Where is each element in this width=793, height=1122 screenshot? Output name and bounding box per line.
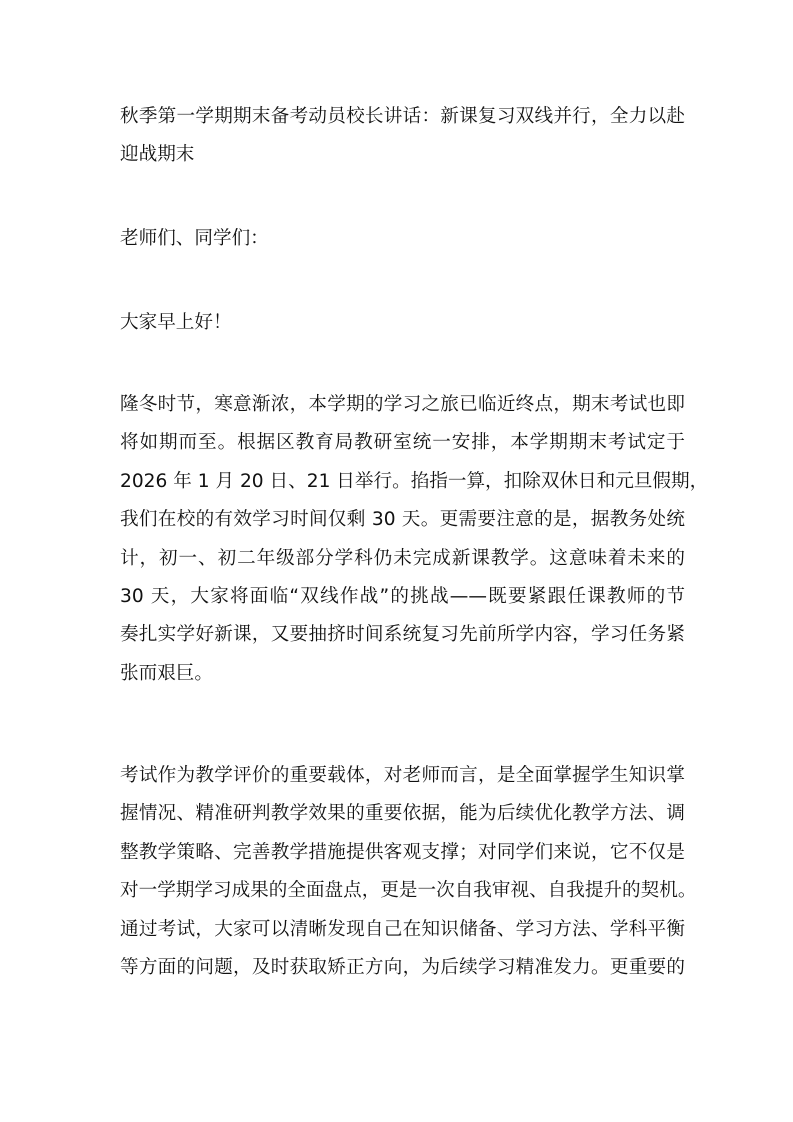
document-title — [120, 98, 685, 175]
paragraph-line: 我们在校的有效学习时间仅剩 30 天。更需要注意的是，据教务处统 — [120, 509, 685, 531]
paragraph-line: 握情况、精准研判教学效果的重要依据，能为后续优化教学方法、调 — [120, 803, 685, 825]
salutation — [120, 220, 685, 258]
paragraph-line: 对一学期学习成果的全面盘点，更是一次自我审视、自我提升的契机。 — [120, 880, 697, 902]
paragraph-1 — [120, 386, 709, 693]
paragraph-line: 隆冬时节，寒意渐浓，本学期的学习之旅已临近终点，期末考试也即 — [120, 394, 685, 415]
title-line: 迎战期末 — [120, 144, 195, 166]
paragraph-line: 30 天，大家将面临“双线作战”的挑战——既要紧跟任课教师的节 — [120, 585, 685, 607]
paragraph-line: 将如期而至。根据区教育局教研室统一安排，本学期期末考试定于 — [120, 432, 685, 454]
paragraph-line: 2026 年 1 月 20 日、21 日举行。掐指一算，扣除双休日和元旦假期， — [120, 470, 709, 492]
paragraph-line: 整教学策略、完善教学措施提供客观支撑；对同学们来说，它不仅是 — [120, 841, 685, 863]
greeting-text: 大家早上好！ — [120, 312, 232, 333]
salutation-text: 老师们、同学们： — [120, 228, 269, 249]
greeting — [120, 304, 685, 342]
title-line: 秋季第一学期期末备考动员校长讲话：新课复习双线并行，全力以赴 — [120, 106, 685, 127]
paragraph-line: 张而艰巨。 — [120, 662, 213, 684]
paragraph-line: 计，初一、初二年级部分学科仍未完成新课教学。这意味着未来的 — [120, 547, 685, 569]
paragraph-line: 考试作为教学评价的重要载体，对老师而言，是全面掌握学生知识掌 — [120, 765, 685, 786]
paragraph-line: 通过考试，大家可以清晰发现自己在知识储备、学习方法、学科平衡 — [120, 918, 685, 940]
paragraph-line: 奏扎实学好新课，又要抽挤时间系统复习先前所学内容，学习任务紧 — [120, 624, 685, 646]
paragraph-2 — [120, 757, 697, 987]
paragraph-line: 等方面的问题，及时获取矫正方向，为后续学习精准发力。更重要的 — [120, 956, 685, 978]
